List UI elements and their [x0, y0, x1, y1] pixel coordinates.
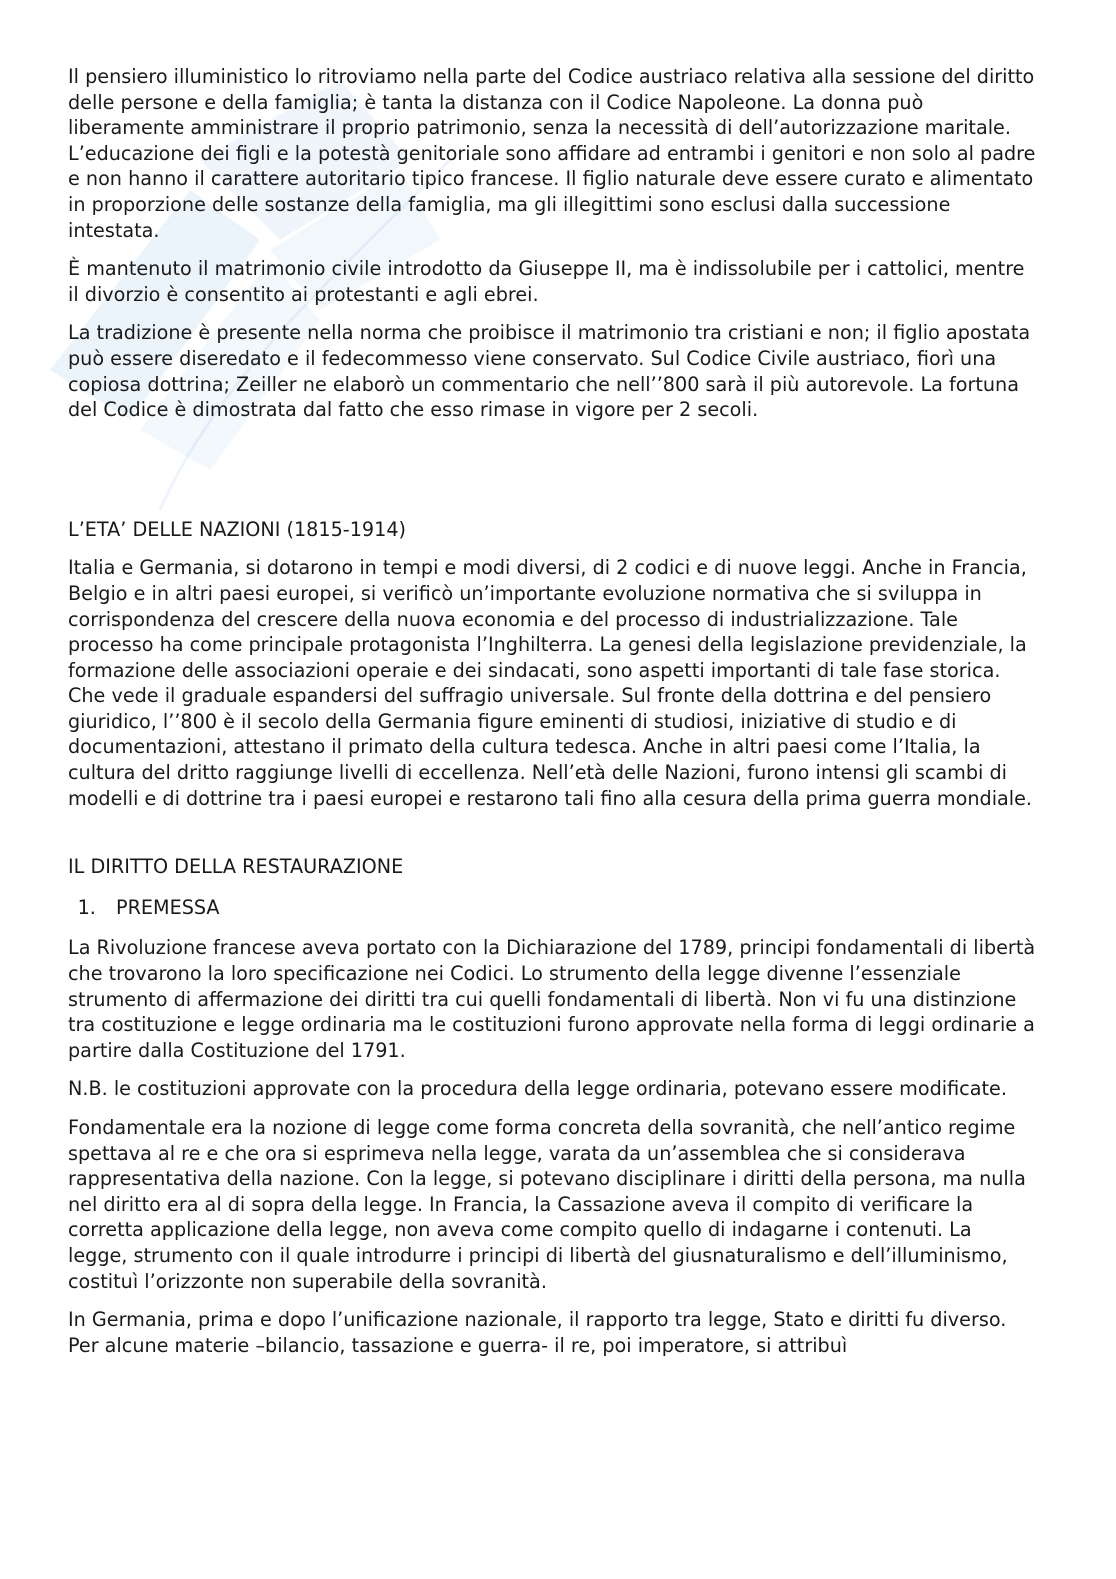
paragraph: Italia e Germania, si dotarono in tempi e modi diversi, di 2 codici e di nuove leggi. Anche in Francia, Belgio e in altri paesi europei, si verificò un’importante evoluzione normativa che si sviluppa in corrispondenza del crescere della nuova economia e del processo di industrializzazione. Tale processo ha come principale protagonista l’Inghilterra. La genesi della legislazione previdenziale, la formazione delle associazioni operaie e dei sindacati, sono aspetti importanti di tale fase storica. Che vede il graduale espandersi del suffragio universale. Sul fronte della dottrina e del pensiero giuridico, l’’800 è il secolo della Germania figure eminenti di studiosi, iniziative di studio e di documentazioni, attestano il primato della cultura tedesca. Anche in altri paesi come l’Italia, la cultura del dritto raggiunge livelli di eccellenza. Nell’età delle Nazioni, furono intensi gli scambi di modelli e di dottrine tra i paesi europei e restarono tali fino alla cesura della prima guerra mondiale. — [68, 556, 1033, 810]
paragraph: La tradizione è presente nella norma che proibisce il matrimonio tra cristiani e non; il figlio apostata può essere diseredato e il fedecommesso viene conservato. Sul Codice Civile austriaco, fiorì una copiosa dottrina; Zeiller ne elaborò un commentario che nell’’800 sarà il più autorevole. La fortuna del Codice è dimostrata dal fatto che esso rimase in vigore per 2 secoli. — [68, 321, 1031, 422]
paragraph: Il pensiero illuministico lo ritroviamo nella parte del Codice austriaco relativa alla sessione del diritto delle persone e della famiglia; è tanta la distanza con il Codice Napoleone. La donna può liberamente amministrare il proprio patrimonio, senza la necessità di dell’autorizzazione maritale. L’educazione dei figli e la potestà genitoriale sono affidare ad entrambi i genitori e non solo al padre e non hanno il carattere autoritario tipico francese. Il figlio naturale deve essere curato e alimentato in proporzione delle sostanze della famiglia, ma gli illegittimi sono esclusi dalla successione intestata. — [68, 65, 1036, 242]
numbered-list — [68, 895, 1036, 921]
section-heading: IL DIRITTO DELLA RESTAURAZIONE — [68, 855, 404, 879]
list-item: 1. PREMESSA — [102, 895, 1036, 921]
document-body — [68, 64, 1036, 1358]
paragraph: La Rivoluzione francese aveva portato con la Dichiarazione del 1789, principi fondamentali di libertà che trovarono la loro specificazione nei Codici. Lo strumento della legge divenne l’essenziale strumento di affermazione dei diritti tra cui quelli fondamentali di libertà. Non vi fu una distinzione tra costituzione e legge ordinaria ma le costituzioni furono approvate nella forma di leggi ordinarie a partire dalla Costituzione del 1791. — [68, 936, 1036, 1062]
paragraph: In Germania, prima e dopo l’unificazione nazionale, il rapporto tra legge, Stato e diritti fu diverso. Per alcune materie –bilancio, tassazione e guerra- il re, poi imperatore, si attribuì — [68, 1308, 1007, 1357]
paragraph: N.B. le costituzioni approvate con la procedura della legge ordinaria, potevano essere modificate. — [68, 1077, 1007, 1101]
paragraph: È mantenuto il matrimonio civile introdotto da Giuseppe II, ma è indissolubile per i cattolici, mentre il divorzio è consentito ai protestanti e agli ebrei. — [68, 257, 1025, 306]
section-heading: L’ETA’ DELLE NAZIONI (1815-1914) — [68, 517, 407, 541]
paragraph: Fondamentale era la nozione di legge come forma concreta della sovranità, che nell’antico regime spettava al re e che ora si esprimeva nella legge, varata da un’assemblea che si considerava rappresentativa della nazione. Con la legge, si potevano disciplinare i diritti della persona, ma nulla nel diritto era al di sopra della legge. In Francia, la Cassazione aveva il compito di verificare la corretta applicazione della legge, non aveva come compito quello di indagarne i contenuti. La legge, strumento con il quale introdurre i principi di libertà del giusnaturalismo e dell’illuminismo, costituì l’orizzonte non superabile della sovranità. — [68, 1116, 1026, 1293]
